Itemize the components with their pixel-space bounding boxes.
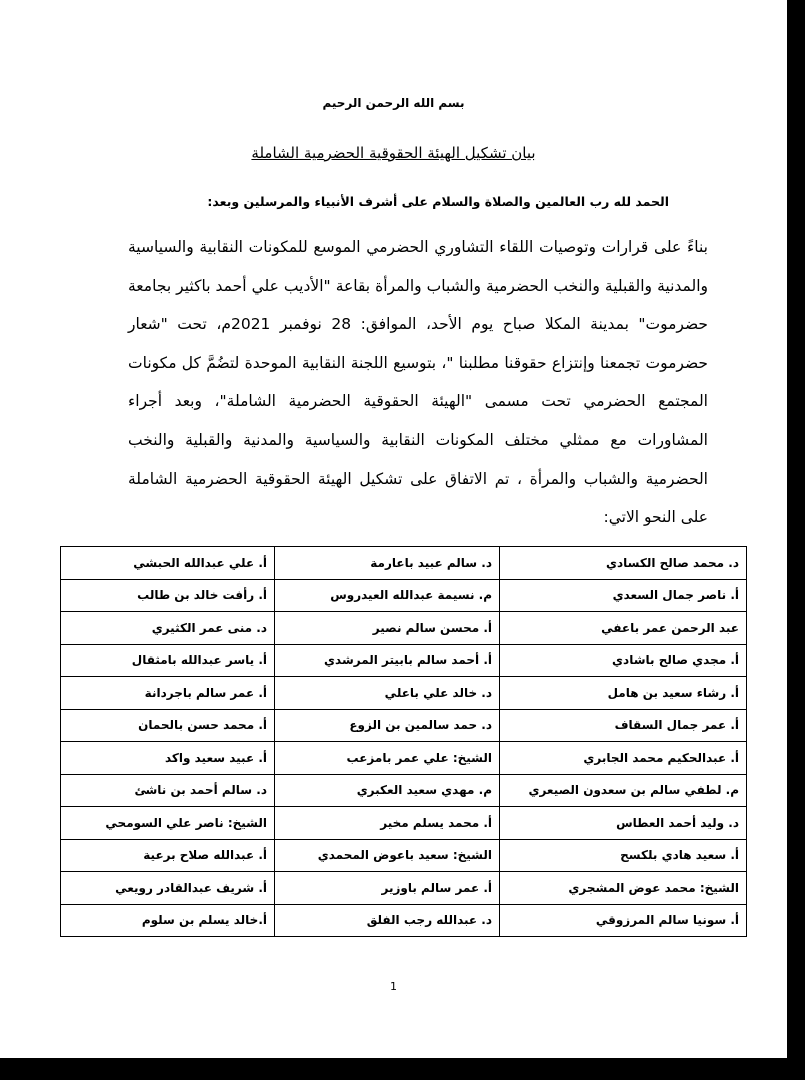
member-name-cell: د. سالم أحمد بن ناشئ xyxy=(61,774,275,807)
table-row xyxy=(61,872,747,905)
basmala-heading: بسم الله الرحمن الرحيم xyxy=(322,96,465,110)
member-name-cell: الشيخ: محمد عوض المشجري xyxy=(500,872,747,905)
member-name-cell: م. لطفي سالم بن سعدون الصيعري xyxy=(500,774,747,807)
member-name-cell: أ. ناصر جمال السعدي xyxy=(500,579,747,612)
member-name-cell: أ.خالد يسلم بن سلوم xyxy=(61,904,275,937)
page-number: 1 xyxy=(390,980,397,993)
member-name-cell: د. محمد صالح الكسادي xyxy=(500,547,747,580)
table-row xyxy=(61,807,747,840)
table-row xyxy=(61,742,747,775)
member-name-cell: أ. سعيد هادي بلكسح xyxy=(500,839,747,872)
table-row xyxy=(61,709,747,742)
member-name-cell: أ. أحمد سالم بابيتر المرشدي xyxy=(275,644,500,677)
member-name-cell: أ. ياسر عبدالله بامثقال xyxy=(61,644,275,677)
member-name-cell: أ. رشاء سعيد بن هامل xyxy=(500,677,747,710)
members-table xyxy=(60,546,747,937)
member-name-cell: د. وليد أحمد العطاس xyxy=(500,807,747,840)
member-name-cell: د. منى عمر الكثيري xyxy=(61,612,275,645)
table-row xyxy=(61,904,747,937)
member-name-cell: أ. مجدي صالح باشادي xyxy=(500,644,747,677)
member-name-cell: أ. عبدالله صلاح برعية xyxy=(61,839,275,872)
greeting-line: الحمد لله رب العالمين والصلاة والسلام على أشرف الأنبياء والمرسلين وبعد: xyxy=(207,194,669,209)
member-name-cell: أ. محمد يسلم مخير xyxy=(275,807,500,840)
member-name-cell: د. حمد سالمين بن الزوع xyxy=(275,709,500,742)
table-row xyxy=(61,774,747,807)
table-row xyxy=(61,612,747,645)
member-name-cell: أ. محسن سالم نصير xyxy=(275,612,500,645)
member-name-cell: أ. عمر جمال السقاف xyxy=(500,709,747,742)
member-name-cell: أ. رأفت خالد بن طالب xyxy=(61,579,275,612)
table-row xyxy=(61,547,747,580)
member-name-cell: أ. سونيا سالم المرزوقي xyxy=(500,904,747,937)
statement-title: بيان تشكيل الهيئة الحقوقية الحضرمية الشاملة xyxy=(251,144,536,162)
member-name-cell: د. سالم عبيد باعارمة xyxy=(275,547,500,580)
member-name-cell: أ. محمد حسن بالحمان xyxy=(61,709,275,742)
member-name-cell: د. خالد علي باعلي xyxy=(275,677,500,710)
member-name-cell: أ. عمر سالم باوزير xyxy=(275,872,500,905)
member-name-cell: الشيخ: ناصر علي السومحي xyxy=(61,807,275,840)
member-name-cell: عبد الرحمن عمر باعفي xyxy=(500,612,747,645)
member-name-cell: الشيخ: سعيد باعوض المحمدي xyxy=(275,839,500,872)
member-name-cell: أ. شريف عبدالقادر رويعي xyxy=(61,872,275,905)
member-name-cell: أ. علي عبدالله الحبشي xyxy=(61,547,275,580)
member-name-cell: م. مهدي سعيد العكبري xyxy=(275,774,500,807)
member-name-cell: الشيخ: علي عمر بامزعب xyxy=(275,742,500,775)
table-row xyxy=(61,579,747,612)
statement-body: بناءً على قرارات وتوصيات اللقاء التشاوري الحضرمي الموسع للمكونات النقابية والسياسية والمدنية والقبلية والنخب الحضرمية والشباب والمرأة بقاعة "الأديب علي أحمد باكثير بجامعة حضرموت" بمدينة المكلا صباح يوم الأحد، الموافق: 28 نوفمبر 2021م، تحت "شعار حضرموت تجمعنا وإنتزاع حقوقنا مطلبنا "، بتوسيع اللجنة النقابية الموحدة لتضُمَّ كل مكونات المجتمع الحضرمي تحت مسمى "الهيئة الحقوقية الحضرمية الشاملة"، وبعد أجراء المشاورات مع ممثلي مختلف المكونات النقابية والسياسية والمدنية والقبلية والنخب الحضرمية والشباب والمرأة ، تم الاتفاق على تشكيل الهيئة الحقوقية الحضرمية الشاملة على النحو الاتي: xyxy=(128,238,709,527)
member-name-cell: أ. عمر سالم باجردانة xyxy=(61,677,275,710)
member-name-cell: م. نسيمة عبدالله العيدروس xyxy=(275,579,500,612)
member-name-cell: أ. عبدالحكيم محمد الجابري xyxy=(500,742,747,775)
member-name-cell: د. عبدالله رجب الفلق xyxy=(275,904,500,937)
member-name-cell: أ. عبيد سعيد واكد xyxy=(61,742,275,775)
table-row xyxy=(61,677,747,710)
table-row xyxy=(61,839,747,872)
table-row xyxy=(61,644,747,677)
